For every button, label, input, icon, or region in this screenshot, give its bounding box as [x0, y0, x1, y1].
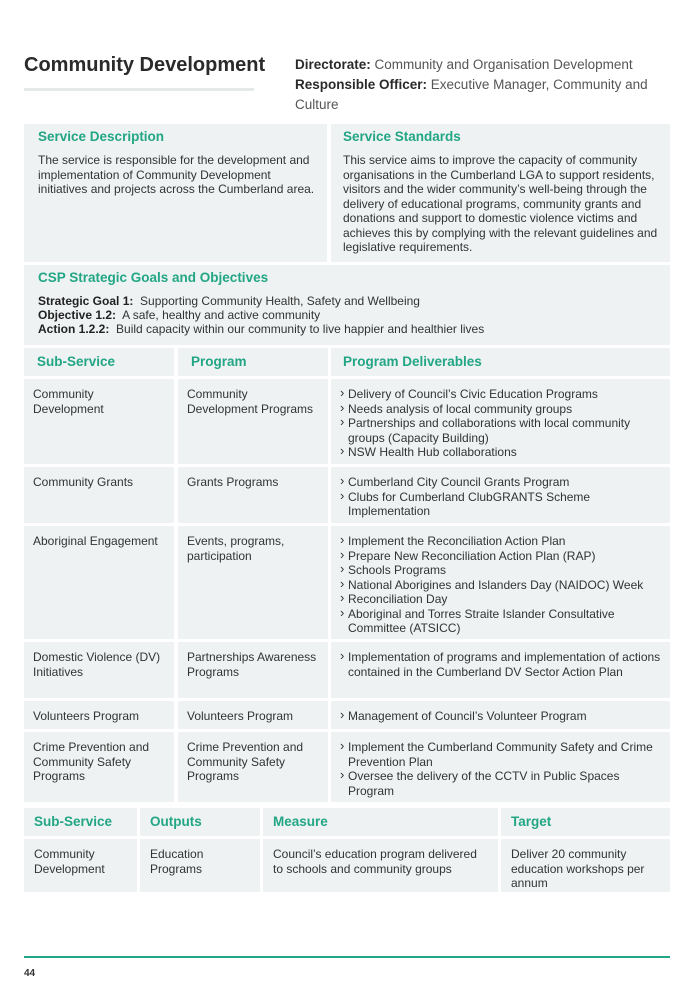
directorate-value: Community and Organisation Development: [374, 57, 633, 72]
list-item: › Reconciliation Day: [340, 592, 661, 607]
deliverables-list: [340, 534, 661, 636]
list-item: › Clubs for Cumberland ClubGRANTS Scheme Implementation: [340, 490, 661, 519]
col-header-measure: Measure: [263, 808, 498, 836]
list-item: › Prepare New Reconciliation Action Plan (RAP): [340, 549, 661, 564]
table-cell-deliverables: [331, 732, 670, 802]
strategic-goal-line: [38, 294, 420, 309]
table-cell-program: Events, programs, participation: [178, 526, 328, 639]
table-cell-program: Grants Programs: [178, 467, 328, 523]
col-header-outputs: Outputs: [140, 808, 260, 836]
csp-panel: [24, 265, 670, 345]
table-cell-deliverables: [331, 379, 670, 464]
objective-line: [38, 308, 320, 323]
objective-text: A safe, healthy and active community: [122, 308, 321, 322]
table-cell-program: Volunteers Program: [178, 701, 328, 729]
action-label: Action 1.2.2:: [38, 322, 110, 336]
table-cell-sub-service: Aboriginal Engagement: [24, 526, 174, 639]
service-standards-heading: Service Standards: [343, 129, 461, 144]
deliverables-list: [340, 475, 661, 519]
page-number: 44: [24, 968, 36, 979]
officer-label: Responsible Officer:: [295, 77, 428, 92]
table-cell-deliverables: [331, 701, 670, 729]
col-header-program: Program: [178, 348, 328, 376]
deliverables-list: [340, 709, 661, 724]
table-cell-deliverables: [331, 642, 670, 698]
table-cell-sub-service: Community Development: [24, 379, 174, 464]
list-item: › Aboriginal and Torres Straite Islander Consultative Committee (ATSICC): [340, 607, 661, 636]
action-text: Build capacity within our community to live happier and healthier lives: [116, 322, 485, 336]
list-item: › Implement the Reconciliation Action Plan: [340, 534, 661, 549]
page-title: Community Development: [24, 54, 266, 76]
col-header-sub-service: Sub-Service: [24, 348, 174, 376]
table-cell-deliverables: [331, 526, 670, 639]
service-standards-panel: [331, 124, 670, 262]
deliverables-list: [340, 740, 661, 798]
service-standards-text: This service aims to improve the capacity of community organisations in the Cumberland LGA to support residents, visitors and the wider community’s well-being through the delivery of educational programs, community grants and donations and support to domestic violence victims and achieves this by complying with the relevant guidelines and legislative requirements.: [343, 153, 658, 254]
action-line: [38, 322, 484, 337]
list-item: › Implement the Cumberland Community Safety and Crime Prevention Plan: [340, 740, 661, 769]
officer-line: [295, 75, 694, 115]
list-item: › Management of Council’s Volunteer Program: [340, 709, 661, 724]
csp-heading: CSP Strategic Goals and Objectives: [38, 270, 269, 285]
deliverables-list: [340, 650, 661, 679]
officer-value: Executive Manager, Community and Culture: [295, 77, 648, 112]
directorate-label: Directorate:: [295, 57, 371, 72]
directorate-line: [295, 55, 694, 75]
service-description-text: The service is responsible for the development and implementation of Community Development initiatives and projects across the Cumberland area.: [38, 153, 315, 196]
table-cell-deliverables: [331, 467, 670, 523]
deliverables-list: [340, 387, 661, 460]
table-cell-measure: Council’s education program delivered to schools and community groups: [263, 839, 498, 892]
service-description-panel: [24, 124, 327, 262]
list-item: › Partnerships and collaborations with local community groups (Capacity Building): [340, 416, 661, 445]
list-item: › Oversee the delivery of the CCTV in Public Spaces Program: [340, 769, 661, 798]
footer-rule: [24, 956, 670, 958]
table-cell-program: Community Development Programs: [178, 379, 328, 464]
list-item: › Implementation of programs and implementation of actions contained in the Cumberland DV Sector Action Plan: [340, 650, 661, 679]
strategic-goal-label: Strategic Goal 1:: [38, 294, 134, 308]
table-cell-program: Partnerships Awareness Programs: [178, 642, 328, 698]
table-cell-sub-service: Domestic Violence (DV) Initiatives: [24, 642, 174, 698]
strategic-goal-text: Supporting Community Health, Safety and Wellbeing: [140, 294, 420, 308]
list-item: › National Aborigines and Islanders Day (NAIDOC) Week: [340, 578, 661, 593]
col-header-target: Target: [501, 808, 670, 836]
title-underline: [24, 88, 254, 91]
list-item: › Delivery of Council’s Civic Education Programs: [340, 387, 661, 402]
table-cell-program: Crime Prevention and Community Safety Programs: [178, 732, 328, 802]
table-cell-sub-service: Community Development: [24, 839, 137, 892]
table-cell-sub-service: Volunteers Program: [24, 701, 174, 729]
col-header-program-deliverables: Program Deliverables: [331, 348, 670, 376]
list-item: › Cumberland City Council Grants Program: [340, 475, 661, 490]
service-description-heading: Service Description: [38, 129, 165, 144]
meta-block: [295, 55, 694, 115]
col-header-sub-service: Sub-Service: [24, 808, 137, 836]
list-item: › NSW Health Hub collaborations: [340, 445, 661, 460]
table-cell-sub-service: Crime Prevention and Community Safety Programs: [24, 732, 174, 802]
list-item: › Schools Programs: [340, 563, 661, 578]
table-cell-sub-service: Community Grants: [24, 467, 174, 523]
table-cell-outputs: Education Programs: [140, 839, 260, 892]
table-cell-target: Deliver 20 community education workshops per annum: [501, 839, 670, 892]
objective-label: Objective 1.2:: [38, 308, 117, 322]
list-item: › Needs analysis of local community groups: [340, 402, 661, 417]
